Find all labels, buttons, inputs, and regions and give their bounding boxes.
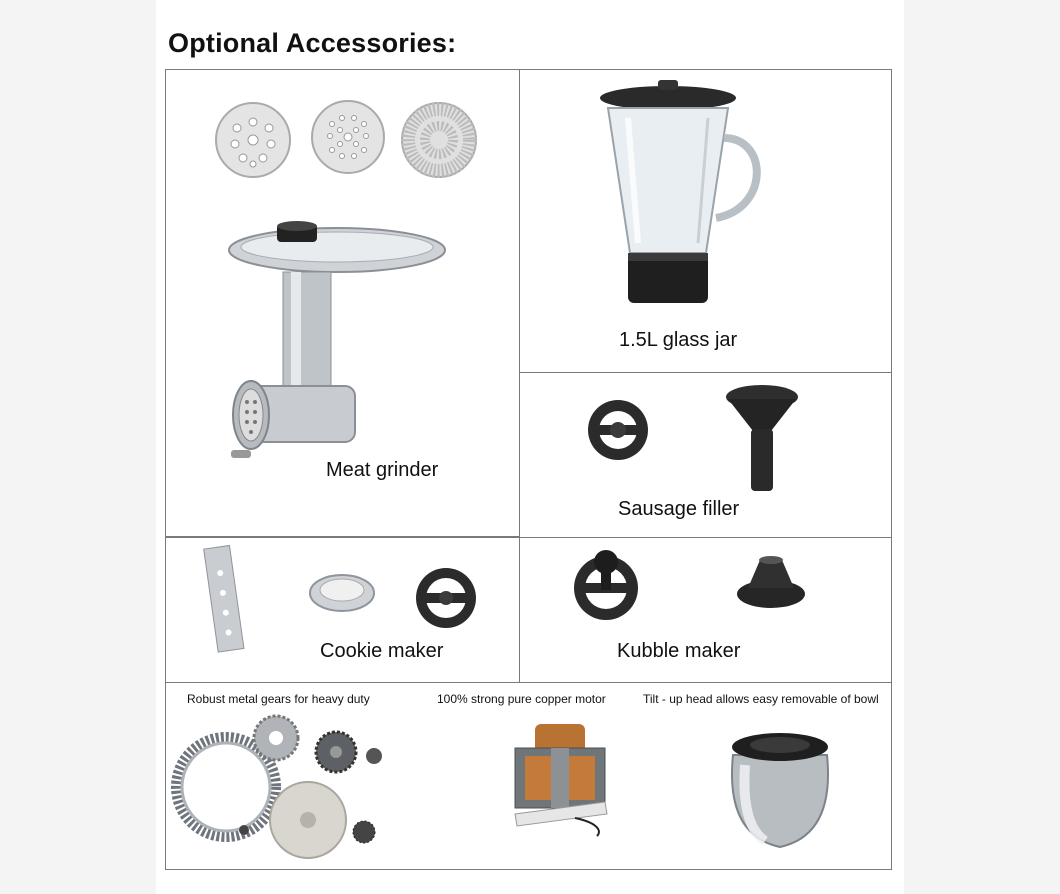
bowl-feature-label: Tilt - up head allows easy removable of bowl: [643, 692, 879, 706]
motor-feature-label: 100% strong pure copper motor: [437, 692, 606, 706]
kubble-maker-image: [568, 548, 838, 623]
grinder-plates-image: [210, 100, 480, 180]
copper-motor-image: [505, 718, 615, 838]
cookie-maker-image: [200, 543, 490, 653]
glass-jar-image: [598, 78, 773, 308]
meat-grinder-image: [225, 220, 450, 475]
steel-bowl-image: [725, 725, 835, 850]
metal-gears-image: [168, 712, 398, 862]
sausage-filler-label: Sausage filler: [618, 498, 740, 520]
meat-grinder-label: Meat grinder: [326, 459, 439, 481]
gears-feature-label: Robust metal gears for heavy duty: [187, 692, 370, 706]
kubble-maker-label: Kubble maker: [617, 640, 741, 662]
sausage-filler-image: [585, 385, 805, 495]
glass-jar-label: 1.5L glass jar: [619, 329, 738, 351]
cookie-maker-label: Cookie maker: [320, 640, 444, 662]
page-title: Optional Accessories:: [168, 28, 457, 58]
